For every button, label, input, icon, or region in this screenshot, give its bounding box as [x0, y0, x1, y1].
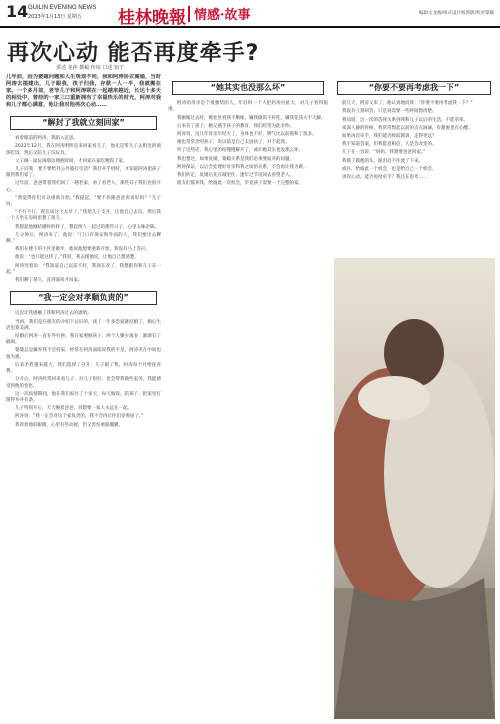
body-paragraph: 阿涛说，这几年母亲年纪大了，身体也不好，脾气比以前缓和了很多。	[177, 132, 317, 138]
body-paragraph: 或许，给彼此一个机会，也是给自己一个机会。	[342, 166, 437, 172]
newspaper-logo: 桂林晚報	[118, 8, 186, 28]
paper-english-name: GUILIN EVENING NEWS	[28, 5, 97, 11]
body-paragraph: 阿涛保证，以后会处理好母亲和我之间的关系，不会再让我为难。	[177, 164, 308, 170]
body-paragraph: 我们约定，复婚后先在城里住，逢年过节再回去看望老人。	[177, 173, 294, 179]
body-paragraph: 这一次疫情期间，他在我们家住了十多天，每天做饭、陪孩子，把家里打理得井井有条。	[6, 391, 161, 403]
article-byline: 讲述 龙萍 撰稿 传琼 口述 知子	[56, 65, 124, 71]
body-paragraph: 前几天，阿涛又来了，他认真地问我：“你要不要再考虑我一下？”	[342, 101, 473, 107]
logo-divider	[188, 6, 190, 22]
article-lead: 几年前，因为婆媳问题和人生规划不同，我和阿涛协议离婚，当时阿涛去福建出，儿子跟我，孩子归我，存款一人一半，我就搬在家。一个多月前，老爷儿子和阿涛联在一起越来越近，长达十多天的相处中，曾经的一家三口重新拥有了幸福快乐的时光，阿涛对我和儿子都心满意，他让我对他再次心动……	[6, 74, 161, 108]
issue-date: 2023年1月13日 星期五	[28, 14, 82, 20]
body-paragraph: 后来矛盾越来越大，我们选择了分开，儿子跟了我，阿涛每个月给抚养费。	[6, 362, 161, 375]
section-heading: “她其实也没那么坏”	[172, 81, 324, 95]
article-section	[6, 116, 161, 284]
page-header	[0, 0, 500, 28]
body-paragraph: 儿子特别开心，天天缠着爸爸，说想要一家人永远在一起。	[15, 406, 132, 412]
body-paragraph: 听了这些话，我心里的结慢慢解开了，或许她其实也没那么坏。	[177, 148, 303, 154]
body-paragraph: 我想起他刚结婚时的样子，想起两人一起过的那些日子，心里五味杂陈。	[15, 224, 159, 230]
body-paragraph: “我觉得你们可以重新开始。”我提起，“要不你跟爸爸说说好吗？”儿子问。	[6, 195, 161, 208]
body-paragraph: 看着眼前的阿涛，我陷入沉思。	[15, 136, 78, 142]
text-column-1	[6, 74, 161, 720]
text-column-2	[168, 74, 328, 720]
body-paragraph: 我知道，这一次的选择关系到我和儿子以后的生活，不能草率。	[342, 117, 468, 123]
text-column-3	[333, 74, 495, 250]
body-paragraph: 2022年12月，我在阿涛明明是来回家看儿子，他先是带儿子去附近的商场吃饭，然后又陪儿子玩玩具。	[6, 144, 161, 156]
body-paragraph: 分开后，阿涛经常回来看儿子，对儿子很好，也会帮我做些家务，我能感受到他的变化。	[6, 377, 161, 389]
body-paragraph: 我没有立刻回答，只是说需要一些时间想清楚。	[342, 109, 437, 115]
body-paragraph: 我们聊了很久，直到深夜才回家。	[15, 278, 83, 284]
embracing-couple-photo	[334, 258, 495, 719]
article-section	[168, 81, 328, 187]
body-paragraph: 朋友们都劝我，给彼此一次机会，毕竟孩子需要一个完整的家。	[177, 181, 303, 187]
body-paragraph: 父子俩一面玩闹那边拥抱时间，才回家在家吃晚饭了家。	[15, 158, 128, 164]
body-paragraph: 后来有了孩子，她又插手孩子的教育，我们经常为此争吵。	[177, 123, 294, 129]
body-paragraph: 我看着他的眼睛，心里有些动摇，但又害怕重蹈覆辙。	[15, 422, 123, 428]
article-section	[6, 291, 161, 428]
section-heading: “我一定会对孝顺负责的”	[10, 291, 157, 305]
body-paragraph: 他说：“也只能这样了。”我说，我去跟他说，让他自己想清楚。	[15, 255, 139, 261]
body-paragraph: 我刚嫁过去时，她处处看我不顺眼，嫌我做饭不好吃，嫌我花钱大手大脚。	[177, 115, 326, 121]
section-heading: “你要不要再考虑我一下”	[337, 81, 491, 95]
body-paragraph: 儿子在一旁说：“妈妈，我想要爸爸回家。”	[342, 150, 426, 156]
body-paragraph: 结婚后阿涛一直在外打拼，我在家照顾孩子，两个人聚少离多，渐渐有了隔阂。	[6, 334, 161, 346]
body-paragraph: 婆婆总是嫌弃我不会持家，经常在阿涛面前说我的不是，阿涛夹在中间也很为难。	[6, 348, 161, 360]
body-paragraph: 夜深人静的时候，我常常想起以前的点点滴滴，有甜蜜也有心酸。	[342, 125, 473, 131]
body-paragraph: 我摸了摸他的头，眼泪忍不住流了下来。	[342, 158, 423, 164]
body-paragraph: 这次让我感触了我和阿涛过去的感情。	[15, 311, 92, 317]
body-paragraph: 我不知道答案，但我愿意相信，人是会改变的。	[342, 142, 437, 148]
body-paragraph: 几分钟后，阿涛来了，他说：“门口有保安和外面的人，我们要出去聊聊。”	[6, 232, 161, 245]
body-paragraph: 再次心动，能否再度牵手？我还在思考……	[342, 175, 428, 181]
section-heading: “解封了我就立刻回家”	[10, 116, 157, 130]
body-paragraph: 阿涛的母亲是个很强势的人，年轻时一个人把阿涛拉扯大，对儿子看得很重。	[168, 101, 328, 113]
body-paragraph: 她也常常念叨孙子，说以前是自己太固执了，对不起我。	[177, 140, 290, 146]
body-paragraph: “不行不行，现在谈这个太早了。”我把儿子支开，让他自己去玩，然后我一个人坐在房间里想了很久。	[6, 210, 161, 222]
article-title: 再次心动 能否再度牵手?	[7, 41, 260, 66]
body-paragraph: 当初，我们是在朋友的介绍下认识的，谈了一年多恋爱就结婚了，婚后生活也算美满。	[6, 319, 161, 331]
section-name: 情感·故事	[194, 8, 251, 23]
body-paragraph: 阿涛说：“我一定会对这个家负责的，我不会再让你们受委屈了。”	[15, 414, 144, 420]
body-paragraph: 阿涛哭着说：“我知道自己以前不好，我现在改了，我想跟你和儿子在一起。”	[6, 263, 161, 275]
body-paragraph: 我也想过，如果复婚，婆媳关系是我们必须要面对的问题。	[177, 156, 294, 162]
editor-credits: 编辑文龙梅/组式设计杨郭蔚/校对覃敏	[418, 11, 494, 16]
body-paragraph: 如果再次牵手，我们能否吸取教训，走得更远？	[342, 134, 437, 140]
page-number: 14	[6, 2, 29, 21]
article-section	[333, 81, 495, 181]
body-paragraph: 儿子问我：要不要给外公外婆打电话？我打开手机时，才知道阿涛把孩子跟到我们家了。	[6, 167, 161, 179]
body-paragraph: 过年前，爸爸带着我们回了一趟老家，看了看老人，那些日子我们也很开心。	[6, 181, 161, 193]
body-paragraph: 我们在楼下的小区里散步，他说他想要重新开始，我没有马上答应。	[15, 247, 150, 253]
